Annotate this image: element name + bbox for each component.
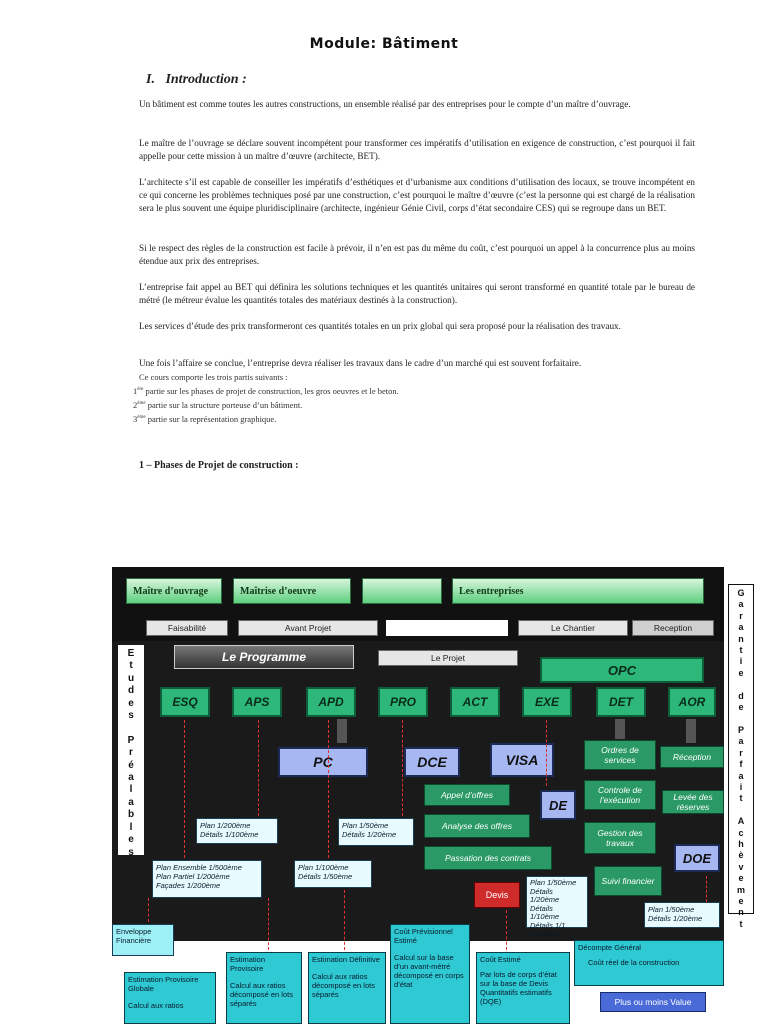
actor-blank xyxy=(362,578,442,604)
connector xyxy=(268,898,269,950)
plus-moins-value-box: Plus ou moins Value xyxy=(600,992,706,1012)
controle-execution-box: Controle de l’exécution xyxy=(584,780,656,810)
connector xyxy=(148,898,149,922)
part-item: 1ère partie sur les phases de projet de construction, les gros oeuvres et le beton. xyxy=(133,386,399,396)
reception-box: Réception xyxy=(660,746,724,768)
phase-apd: APD xyxy=(306,687,356,717)
connector xyxy=(506,910,507,950)
phase-aor: AOR xyxy=(668,687,716,717)
part-item: 2ème partie sur la structure porteuse d’un bâtiment. xyxy=(133,400,303,410)
gestion-travaux-box: Gestion des travaux xyxy=(584,822,656,854)
page-title: Module: Bâtiment xyxy=(309,36,459,52)
etudes-prealables-label: E t u d e s P r é a l a b l e s xyxy=(127,648,135,858)
paragraph: Un bâtiment est comme toutes les autres constructions, un ensemble réalisé par des entreprises pour le compte d’un maître d’ouvrage. xyxy=(139,99,631,109)
connector xyxy=(546,720,547,786)
intro-heading: I. Introduction : xyxy=(146,72,247,87)
passation-contrats-box: Passation des contrats xyxy=(424,846,552,870)
stage-blank xyxy=(386,620,508,636)
plan-box-apd: Plan 1/100ème Détails 1/50ème xyxy=(294,860,372,888)
visa-box: VISA xyxy=(490,743,554,777)
connector xyxy=(344,890,345,950)
plan-box-esq: Plan Ensemble 1/500ème Plan Partiel 1/200ème Façades 1/200ème xyxy=(152,860,262,898)
paragraph: L’entreprise fait appel au BET qui définira les solutions techniques et les quantités unitaires qui seront transformé en quantité totale par le bureau de métré (le métreur évalue les quantités totales des matériaux destinés à la construction). xyxy=(139,282,695,305)
cout-estime-box: Coût Estimé Par lots de corps d’état sur la base de Devis Quantitatifs estimatifs (DQE) xyxy=(476,952,570,1024)
connector xyxy=(328,720,329,858)
phase-det: DET xyxy=(596,687,646,717)
decompte-general-box: Décompte Général Coût réel de la construction xyxy=(574,940,724,986)
analyse-offres-box: Analyse des offres xyxy=(424,814,530,838)
plan-box-exe: Plan 1/50ème Détails 1/20ème Détails 1/10ème Détails 1/1 Prototype xyxy=(526,876,588,928)
paragraph: L’architecte s’il est capable de conseiller les impératifs d’esthétiques et d’urbanisme aux conditions d’utilisation des locaux, se trouve incompétent en ce qui concerne les problèmes techniques posé par une construction, c’est pourquoi le maître d’œuvre (c’est la personne qui est chargé de la réalisation sera le plus souvent une équipe pluridisciplinaire (architecte, ingénieur Génie Civil, corps d’état secondaire CES) qui se regroupe dans un BET. xyxy=(139,177,695,213)
phase-aps: APS xyxy=(232,687,282,717)
paragraph: Le maître de l’ouvrage se déclare souvent incompétent pour transformer ces impératifs d’utilisation en exigence de construction, c’est pourquoi il fait appelle pour cette mission à un maître d’œuvre (architecte, BET). xyxy=(139,138,695,161)
arrow-down-icon xyxy=(615,719,625,739)
de-box: DE xyxy=(540,790,576,820)
paragraph: Une fois l’affaire se conclue, l’entreprise devra réaliser les travaux dans le cadre d’un marché qui est souvent forfaitaire. xyxy=(139,358,582,368)
doe-box: DOE xyxy=(674,844,720,872)
plan-box-pro: Plan 1/50ème Détails 1/20ème xyxy=(338,818,414,846)
stage-le-projet: Le Projet xyxy=(378,650,518,666)
stage-faisabilite: Faisabilité xyxy=(146,620,228,636)
actor-entreprises: Les entreprises xyxy=(452,578,704,604)
ordres-services-box: Ordres de services xyxy=(584,740,656,770)
paragraph: Les services d’étude des prix transformeront ces quantités totales en un prix global qui sera proposé pour la réalisation des travaux. xyxy=(139,321,621,331)
plan-box-doe: Plan 1/50ème Détails 1/20ème xyxy=(644,902,720,928)
phase-act: ACT xyxy=(450,687,500,717)
suivi-financier-box: Suivi financier xyxy=(594,866,662,896)
actor-maitrise-oeuvre: Maîtrise d’oeuvre xyxy=(233,578,351,604)
phase-pro: PRO xyxy=(378,687,428,717)
stage-chantier: Le Chantier xyxy=(518,620,628,636)
programme-box: Le Programme xyxy=(174,645,354,669)
dce-box: DCE xyxy=(404,747,460,777)
estimation-globale-box: Estimation Provisoire Globale Calcul aux ratios xyxy=(124,972,216,1024)
connector xyxy=(706,876,707,902)
estimation-provisoire-box: Estimation Provisoire Calcul aux ratios décomposé en lots séparés xyxy=(226,952,302,1024)
arrow-down-icon xyxy=(337,719,347,743)
estimation-definitive-box: Estimation Définitive Calcul aux ratios décomposé en lots séparés xyxy=(308,952,386,1024)
part-item: 3ème partie sur la représentation graphique. xyxy=(133,414,277,424)
devis-box: Devis xyxy=(474,882,520,908)
opc-box: OPC xyxy=(540,657,704,683)
course-intro: Ce cours comporte les trois partis suivants : xyxy=(139,372,288,382)
appel-offres-box: Appel d’offres xyxy=(424,784,510,806)
plan-box-aps: Plan 1/200ème Détails 1/100ème xyxy=(196,818,278,844)
garantie-label: G a r a n t i e d e P a r f a i t A c h è v e m e n t xyxy=(736,588,745,929)
connector xyxy=(184,720,185,858)
cout-previsionnel-box: Coût Prévisionnel Estimé Calcul sur la base d’un avant-métré décomposé en corps d’état xyxy=(390,924,470,1024)
connector xyxy=(258,720,259,816)
section-heading: 1 – Phases de Projet de construction : xyxy=(139,460,299,471)
actor-maitre-ouvrage: Maître d’ouvrage xyxy=(126,578,222,604)
pc-box: PC xyxy=(278,747,368,777)
enveloppe-financiere-box: Enveloppe Financière xyxy=(112,924,174,956)
phase-exe: EXE xyxy=(522,687,572,717)
connector xyxy=(402,720,403,816)
levee-reserves-box: Levée des réserves xyxy=(662,790,724,814)
arrow-down-icon xyxy=(686,719,696,743)
stage-avant-projet: Avant Projet xyxy=(238,620,378,636)
paragraph: Si le respect des règles de la construction est facile à prévoir, il n’en est pas du même du coût, c’est pourquoi un appel à la concurrence plus au moins étendue aux prix des entreprises. xyxy=(139,243,695,266)
phase-esq: ESQ xyxy=(160,687,210,717)
stage-reception: Reception xyxy=(632,620,714,636)
